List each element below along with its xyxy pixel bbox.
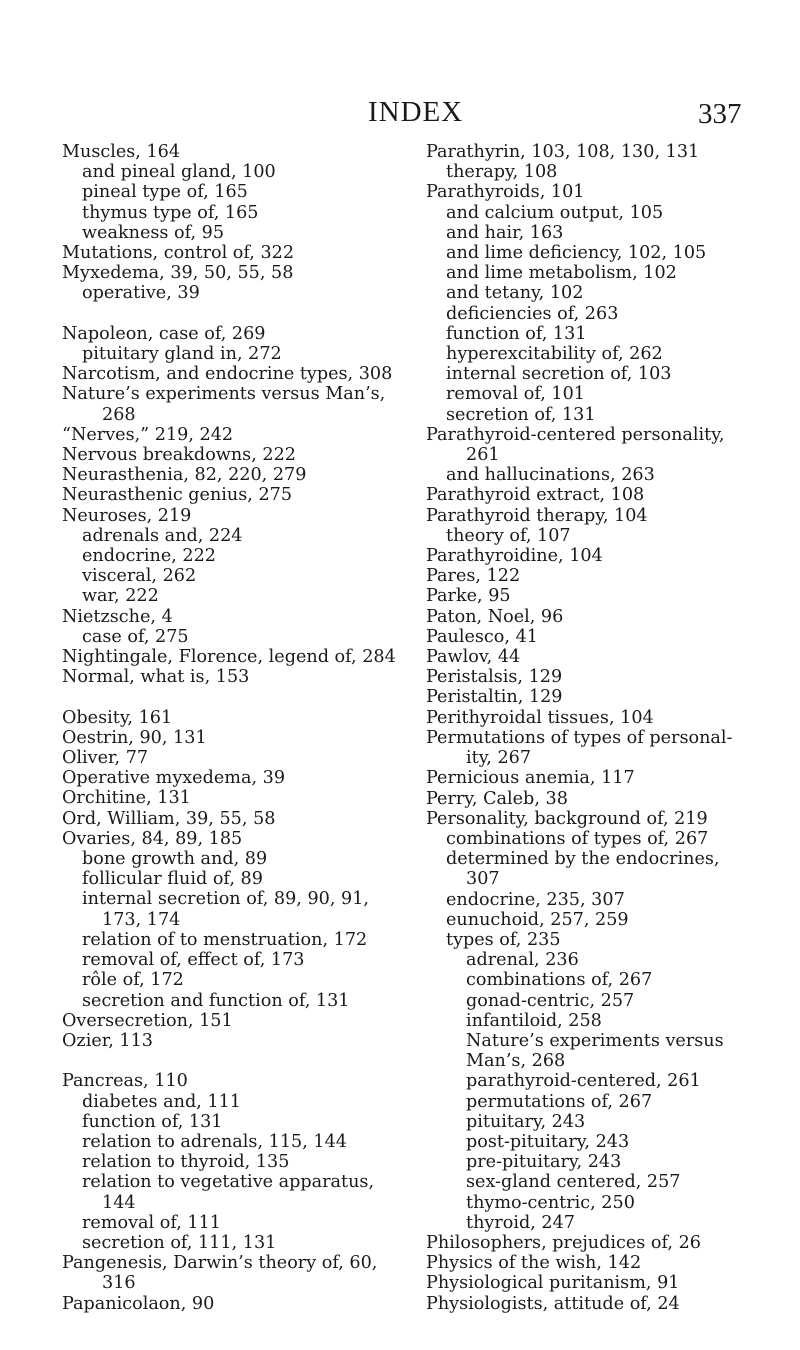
index-subentry: pituitary, 243 (466, 1111, 586, 1132)
index-subentry: Man’s, 268 (466, 1051, 566, 1072)
index-entry: Nietzsche, 4 (62, 606, 173, 627)
index-subentry: internal secretion of, 103 (446, 364, 672, 385)
index-entry: Narcotism, and endocrine types, 308 (62, 364, 393, 385)
index-subentry: therapy, 108 (446, 162, 558, 183)
index-entry: Physiological puritanism, 91 (426, 1273, 680, 1294)
index-subentry: endocrine, 222 (82, 546, 216, 567)
index-subentry: and lime deficiency, 102, 105 (446, 243, 707, 264)
index-entry: Ozier, 113 (62, 1030, 153, 1051)
index-entry-continuation: 316 (102, 1273, 136, 1294)
index-subentry: pre-pituitary, 243 (466, 1152, 622, 1173)
index-entry: Oversecretion, 151 (62, 1010, 233, 1031)
index-subentry: endocrine, 235, 307 (446, 889, 625, 910)
index-column-right (426, 142, 766, 1314)
index-entry: Orchitine, 131 (62, 788, 191, 809)
index-entry: Nightingale, Florence, legend of, 284 (62, 647, 396, 668)
index-subentry: and calcium output, 105 (446, 202, 664, 223)
index-subentry: sex-gland centered, 257 (466, 1172, 681, 1193)
index-subentry: determined by the endocrines, (446, 849, 720, 870)
index-subentry: combinations of, 267 (466, 970, 653, 991)
index-entry: Normal, what is, 153 (62, 667, 250, 688)
index-entry: Nervous breakdowns, 222 (62, 445, 296, 466)
index-entry: Parathyroids, 101 (426, 182, 585, 203)
index-subentry: internal secretion of, 89, 90, 91, (82, 889, 370, 910)
index-subentry: secretion and function of, 131 (82, 990, 350, 1011)
index-entry: Parathyrin, 103, 108, 130, 131 (426, 142, 700, 162)
index-subentry: visceral, 262 (82, 566, 197, 587)
index-subentry: thymo-centric, 250 (466, 1192, 635, 1213)
section-gap (62, 687, 392, 707)
index-subentry: and hallucinations, 263 (446, 465, 655, 486)
index-subentry: and lime metabolism, 102 (446, 263, 677, 284)
index-entry: Physiologists, attitude of, 24 (426, 1293, 680, 1314)
index-entry: Oliver, 77 (62, 748, 149, 769)
section-gap (62, 304, 392, 324)
index-subentry: adrenals and, 224 (82, 525, 243, 546)
index-entry: Peristalsis, 129 (426, 667, 563, 688)
index-entry: Parke, 95 (426, 586, 511, 607)
index-entry-continuation: ity, 267 (466, 748, 532, 769)
index-subentry: case of, 275 (82, 626, 189, 647)
index-entry: Paulesco, 41 (426, 626, 538, 647)
index-subentry: combinations of types of, 267 (446, 828, 709, 849)
index-subentry: and hair, 163 (446, 222, 564, 243)
index-subentry: function of, 131 (446, 323, 587, 344)
index-entry: Parathyroid therapy, 104 (426, 505, 648, 526)
page-number: 337 (698, 98, 742, 130)
index-entry: Oestrin, 90, 131 (62, 727, 207, 748)
index-entry: Napoleon, case of, 269 (62, 323, 266, 344)
index-entry: Papanicolaon, 90 (62, 1293, 215, 1314)
index-entry: Myxedema, 39, 50, 55, 58 (62, 263, 294, 284)
index-entry: Operative myxedema, 39 (62, 768, 286, 789)
index-subentry: permutations of, 267 (466, 1091, 653, 1112)
index-subentry: diabetes and, 111 (82, 1091, 242, 1112)
index-subentry: adrenal, 236 (466, 950, 579, 971)
index-entry-continuation: 144 (102, 1192, 136, 1213)
index-entry: Obesity, 161 (62, 707, 173, 728)
index-subentry: theory of, 107 (446, 525, 571, 546)
page-header (0, 96, 800, 136)
index-subentry: types of, 235 (446, 929, 561, 950)
index-subentry: deficiencies of, 263 (446, 303, 619, 324)
index-subentry: pineal type of, 165 (82, 182, 248, 203)
index-subentry: operative, 39 (82, 283, 200, 304)
index-subentry: weakness of, 95 (82, 222, 225, 243)
index-subentry: relation of to menstruation, 172 (82, 929, 368, 950)
index-subentry: and tetany, 102 (446, 283, 584, 304)
index-entry: Mutations, control of, 322 (62, 243, 295, 264)
index-entry: Ord, William, 39, 55, 58 (62, 808, 276, 829)
index-column-left (62, 142, 396, 1314)
index-subentry: removal of, 111 (82, 1212, 221, 1233)
index-subentry: thyroid, 247 (466, 1212, 575, 1233)
index-entry: Parathyroid extract, 108 (426, 485, 645, 506)
index-entry: Perry, Caleb, 38 (426, 788, 568, 809)
index-entry: Pawlov, 44 (426, 647, 521, 668)
index-entry: Parathyroid-centered personality, (426, 424, 725, 445)
index-subentry: hyperexcitability of, 262 (446, 344, 663, 365)
index-subentry: gonad-centric, 257 (466, 990, 635, 1011)
index-entry: Personality, background of, 219 (426, 808, 708, 829)
index-entry: Pares, 122 (426, 566, 521, 587)
index-subentry: secretion of, 131 (446, 404, 596, 425)
index-entry: Physics of the wish, 142 (426, 1253, 642, 1274)
index-subentry: pituitary gland in, 272 (82, 344, 282, 365)
index-entry: Muscles, 164 (62, 142, 181, 162)
index-subentry: bone growth and, 89 (82, 849, 268, 870)
index-entry: Paton, Noel, 96 (426, 606, 564, 627)
index-entry: Perithyroidal tissues, 104 (426, 707, 654, 728)
index-entry: Neuroses, 219 (62, 505, 192, 526)
index-subentry: war, 222 (82, 586, 159, 607)
index-entry: Peristaltin, 129 (426, 687, 563, 708)
index-subentry: parathyroid-centered, 261 (466, 1071, 701, 1092)
index-entry: Neurasthenia, 82, 220, 279 (62, 465, 307, 486)
index-entry: Neurasthenic genius, 275 (62, 485, 293, 506)
running-head: INDEX (368, 96, 464, 128)
index-entry: Permutations of types of personal- (426, 727, 733, 748)
index-entry: Ovaries, 84, 89, 185 (62, 828, 243, 849)
index-entry: Pancreas, 110 (62, 1071, 188, 1092)
index-subentry: relation to thyroid, 135 (82, 1152, 290, 1173)
index-subentry: removal of, effect of, 173 (82, 950, 305, 971)
index-entry-continuation: 261 (466, 445, 500, 466)
index-subentry: thymus type of, 165 (82, 202, 259, 223)
section-gap (62, 1051, 392, 1071)
index-entry: Philosophers, prejudices of, 26 (426, 1232, 701, 1253)
index-entry: Parathyroidine, 104 (426, 546, 603, 567)
index-subentry: removal of, 101 (446, 384, 585, 405)
index-subentry: rôle of, 172 (82, 970, 184, 991)
index-subentry: function of, 131 (82, 1111, 223, 1132)
index-entry: “Nerves,” 219, 242 (62, 424, 234, 445)
index-entry-continuation: 268 (102, 404, 136, 425)
index-subentry: secretion of, 111, 131 (82, 1232, 277, 1253)
index-subentry: and pineal gland, 100 (82, 162, 276, 183)
index-subentry: relation to adrenals, 115, 144 (82, 1131, 347, 1152)
index-entry-continuation: 307 (466, 869, 500, 890)
index-subentry: eunuchoid, 257, 259 (446, 909, 629, 930)
index-entry: Pernicious anemia, 117 (426, 768, 635, 789)
index-entry-continuation: 173, 174 (102, 909, 181, 930)
index-entry: Nature’s experiments versus Man’s, (62, 384, 386, 405)
index-subentry: relation to vegetative apparatus, (82, 1172, 375, 1193)
index-entry: Pangenesis, Darwin’s theory of, 60, (62, 1253, 378, 1274)
index-subentry: post-pituitary, 243 (466, 1131, 630, 1152)
index-subentry: follicular fluid of, 89 (82, 869, 263, 890)
index-subentry: infantiloid, 258 (466, 1010, 602, 1031)
index-subentry: Nature’s experiments versus (466, 1030, 724, 1051)
